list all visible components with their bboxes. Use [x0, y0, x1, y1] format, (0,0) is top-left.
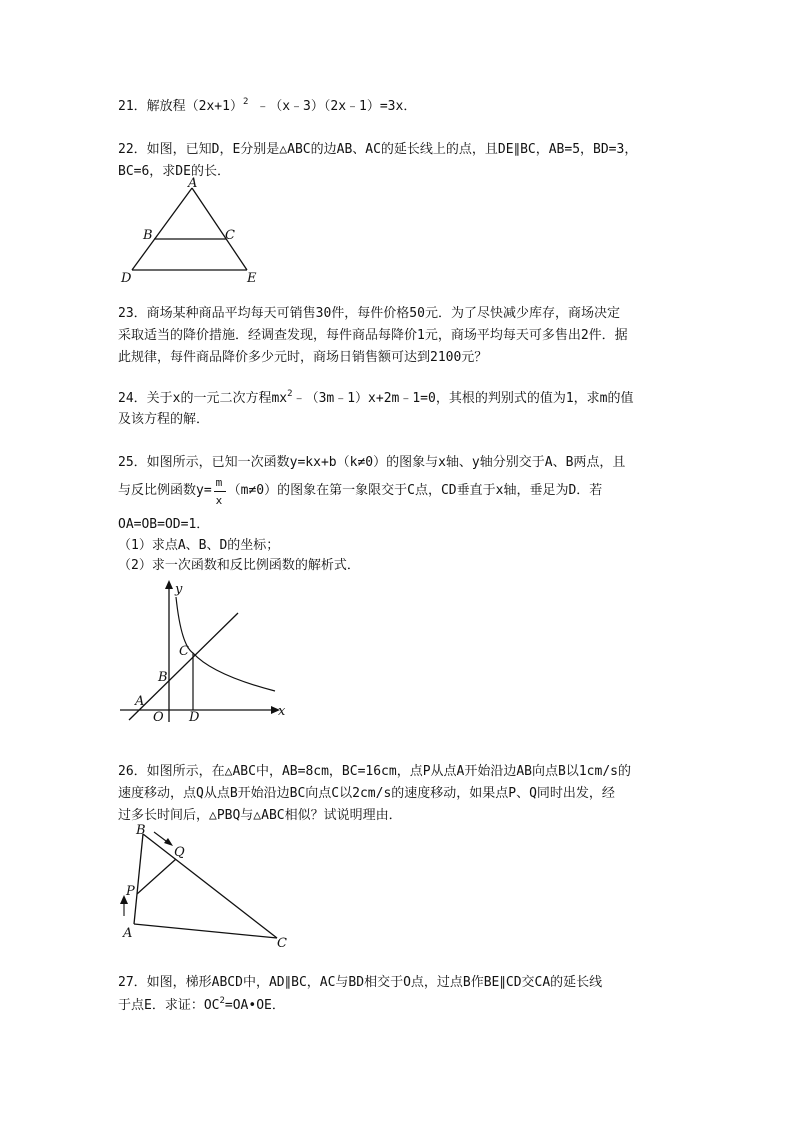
- question-26-line-1: 26．如图所示，在△ABC中，AB=8cm，BC=16cm，点P从点A开始沿边AB向点B以1cm/s的: [118, 764, 631, 779]
- question-25-sub-1: （1）求点A、B、D的坐标；: [118, 538, 280, 553]
- label-A: A: [135, 694, 145, 709]
- label-B: B: [143, 228, 153, 243]
- question-23-line-3: 此规律，每件商品降价多少元时，商场日销售额可达到2100元？: [118, 350, 488, 365]
- question-25-line-3: OA=OB=OD=1．: [118, 517, 210, 532]
- label-A: A: [188, 176, 198, 191]
- superscript: 2: [287, 389, 293, 399]
- label-C: C: [225, 228, 235, 243]
- label-P: P: [126, 884, 135, 899]
- question-22-line-2: BC=6，求DE的长．: [118, 164, 230, 179]
- question-25-sub-2: （2）求一次函数和反比例函数的解析式．: [118, 558, 360, 573]
- segment-PQ: [137, 859, 176, 894]
- question-26-line-2: 速度移动，点Q从点B开始沿边BC向点C以2cm/s的速度移动，如果点P、Q同时出发，经: [118, 786, 615, 801]
- linear-function-line: [129, 613, 238, 720]
- question-22-line-1: 22．如图，已知D，E分别是△ABC的边AB、AC的延长线上的点，且DE∥BC，AB=5，BD=3，: [118, 142, 638, 157]
- label-B: B: [136, 823, 146, 838]
- label-A: A: [123, 926, 133, 941]
- question-25-line-1: 25．如图所示，已知一次函数y=kx+b（k≠0）的图象与x轴、y轴分别交于A、B两点，且: [118, 455, 626, 470]
- question-24-line-2: 及该方程的解．: [118, 412, 210, 427]
- arrow-down-right-icon: [164, 838, 173, 846]
- function-graph-q25: [115, 577, 295, 727]
- question-27-line-1: 27．如图，梯形ABCD中，AD∥BC，AC与BD相交于O点，过点B作BE∥CD交CA的延长线: [118, 975, 603, 990]
- label-D: D: [189, 710, 200, 725]
- question-21: 21．解放程$(2x+1)^2$ ﹣（x﹣3）（2x﹣1）=3x．: [118, 97, 417, 114]
- label-C: C: [277, 936, 287, 950]
- label-x: x: [278, 704, 286, 719]
- label-O: O: [153, 710, 164, 725]
- segment-AD: [132, 188, 192, 270]
- label-y: y: [175, 582, 183, 597]
- question-26-line-3: 过多长时间后，△PBQ与△ABC相似？试说明理由．: [118, 808, 402, 823]
- question-23-line-1: 23．商场某种商品平均每天可销售30件，每件价格50元．为了尽快减少库存，商场决定: [118, 306, 620, 321]
- superscript: 2: [219, 996, 225, 1006]
- question-24-line-1: 24．关于x的一元二次方程$mx^2﹣(3m﹣1)x+2m﹣1=0$，其根的判别式的值为1，求m的值: [118, 389, 634, 406]
- question-25-line-2: 与反比例函数y= $\frac{m}{x}$ （m≠0）的图象在第一象限交于C点，CD垂直于x轴，垂足为D．若: [118, 476, 603, 507]
- label-E: E: [247, 271, 257, 286]
- segment-AC: [134, 924, 277, 938]
- triangle-figure-q26: [112, 820, 297, 950]
- segment-AB: [134, 834, 143, 924]
- label-B: B: [158, 670, 168, 685]
- superscript: 2: [242, 97, 249, 107]
- segment-BC: [143, 834, 277, 938]
- question-27-line-2: 于点E．求证：$OC^2=OA•OE$．: [118, 996, 285, 1013]
- reciprocal-curve: [176, 597, 275, 691]
- fraction-m-over-x: $\frac{m}{x}$: [212, 483, 228, 499]
- label-C: C: [179, 644, 189, 659]
- question-23-line-2: 采取适当的降价措施．经调查发现，每件商品每降价1元，商场平均每天可多售出2件．据: [118, 328, 628, 343]
- label-Q: Q: [174, 845, 185, 860]
- segment-AE: [192, 188, 247, 270]
- triangle-figure-q22: [112, 174, 272, 286]
- label-D: D: [121, 271, 132, 286]
- y-axis-arrow-icon: [165, 580, 173, 589]
